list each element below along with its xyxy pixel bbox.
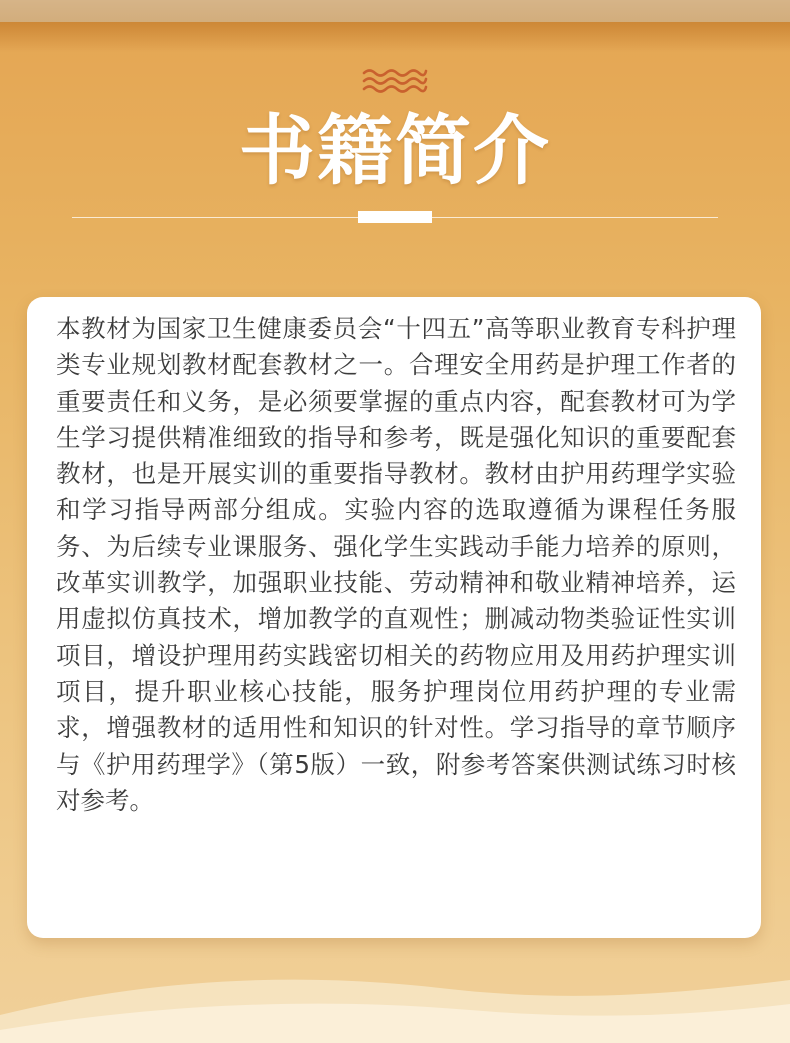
page-title: 书籍简介 bbox=[239, 106, 551, 195]
top-band-shadow bbox=[0, 22, 790, 52]
title-divider-bar bbox=[358, 211, 432, 223]
intro-text: 本教材为国家卫生健康委员会“十四五”高等职业教育专科护理类专业规划教材配套教材之一。合理安全用药是护理工作者的重要责任和义务，是必须要掌握的重点内容，配套教材可为学生学习提供精准细致的指导和参考，既是强化知识的重要配套教材，也是开展实训的重要指导教材。教材由护用药理学实验和学习指导两部分组成。实验内容的选取遵循为课程任务服务、为后续专业课服务、强化学生实践动手能力培养的原则，改革实训教学，加强职业技能、劳动精神和敬业精神培养，运用虚拟仿真技术，增加教学的直观性；删减动物类验证性实训项目，增设护理用药实践密切相关的药物应用及用药护理实训项目，提升职业核心技能，服务护理岗位用药护理的专业需求，增强教材的适用性和知识的针对性。学习指导的章节顺序与《护用药理学》（第5版）一致，附参考答案供测试练习时核对参考。 bbox=[56, 314, 736, 815]
top-band bbox=[0, 0, 790, 22]
triple-wave-icon bbox=[362, 68, 428, 94]
bottom-wave-decoration bbox=[0, 960, 790, 1043]
intro-card bbox=[27, 297, 761, 938]
